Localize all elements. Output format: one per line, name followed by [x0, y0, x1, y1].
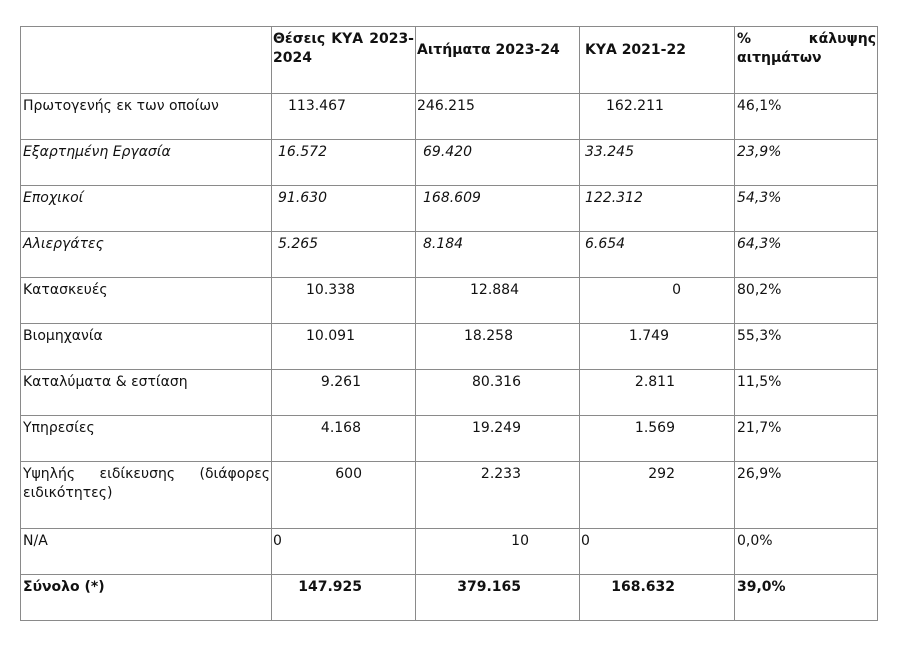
row-label: Εποχικοί — [21, 186, 272, 232]
row-applications: 80.316 — [416, 370, 580, 416]
row-positions: 0 — [272, 529, 416, 575]
table-row — [21, 529, 878, 575]
table-row — [21, 416, 878, 462]
row-positions: 16.572 — [272, 140, 416, 186]
row-coverage: 80,2% — [735, 278, 878, 324]
total-positions: 147.925 — [272, 575, 416, 621]
table-row — [21, 278, 878, 324]
row-positions: 5.265 — [272, 232, 416, 278]
row-applications: 168.609 — [416, 186, 580, 232]
row-positions: 9.261 — [272, 370, 416, 416]
header-applications: Αιτήματα 2023-24 — [416, 27, 580, 94]
row-positions: 113.467 — [272, 94, 416, 140]
total-kya-prev: 168.632 — [580, 575, 735, 621]
visa-positions-table — [20, 26, 878, 621]
table-header-row — [21, 27, 878, 94]
table-row — [21, 462, 878, 529]
row-positions: 10.091 — [272, 324, 416, 370]
row-coverage: 64,3% — [735, 232, 878, 278]
row-applications: 10 — [416, 529, 580, 575]
row-kya-prev: 33.245 — [580, 140, 735, 186]
row-label: N/A — [21, 529, 272, 575]
row-label: Υπηρεσίες — [21, 416, 272, 462]
row-kya-prev: 0 — [580, 278, 735, 324]
row-applications: 19.249 — [416, 416, 580, 462]
row-label: Υψηλής ειδίκευσης (διάφορες ειδικότητες) — [21, 462, 272, 529]
row-kya-prev: 122.312 — [580, 186, 735, 232]
table-total-row — [21, 575, 878, 621]
table-row — [21, 232, 878, 278]
row-kya-prev: 1.569 — [580, 416, 735, 462]
table-row — [21, 370, 878, 416]
row-kya-prev: 1.749 — [580, 324, 735, 370]
row-label: Βιομηχανία — [21, 324, 272, 370]
row-applications: 18.258 — [416, 324, 580, 370]
row-coverage: 54,3% — [735, 186, 878, 232]
row-applications: 2.233 — [416, 462, 580, 529]
row-applications: 12.884 — [416, 278, 580, 324]
row-kya-prev: 292 — [580, 462, 735, 529]
table-row — [21, 186, 878, 232]
row-label: Αλιεργάτες — [21, 232, 272, 278]
header-coverage: % κάλυψης αιτημάτων — [735, 27, 878, 94]
total-applications: 379.165 — [416, 575, 580, 621]
row-positions: 4.168 — [272, 416, 416, 462]
table-row — [21, 94, 878, 140]
row-coverage: 23,9% — [735, 140, 878, 186]
row-coverage: 55,3% — [735, 324, 878, 370]
row-applications: 246.215 — [416, 94, 580, 140]
row-coverage: 46,1% — [735, 94, 878, 140]
table-row — [21, 324, 878, 370]
header-positions: Θέσεις ΚΥΑ 2023-2024 — [272, 27, 416, 94]
row-coverage: 26,9% — [735, 462, 878, 529]
row-positions: 10.338 — [272, 278, 416, 324]
total-coverage: 39,0% — [735, 575, 878, 621]
row-label: Εξαρτημένη Εργασία — [21, 140, 272, 186]
row-coverage: 11,5% — [735, 370, 878, 416]
row-applications: 69.420 — [416, 140, 580, 186]
row-kya-prev: 162.211 — [580, 94, 735, 140]
header-kya-prev: ΚΥΑ 2021-22 — [580, 27, 735, 94]
row-positions: 91.630 — [272, 186, 416, 232]
header-empty-cell — [21, 27, 272, 94]
row-label: Πρωτογενής εκ των οποίων — [21, 94, 272, 140]
total-label: Σύνολο (*) — [21, 575, 272, 621]
row-kya-prev: 0 — [580, 529, 735, 575]
row-positions: 600 — [272, 462, 416, 529]
row-label: Κατασκευές — [21, 278, 272, 324]
row-coverage: 21,7% — [735, 416, 878, 462]
table-row — [21, 140, 878, 186]
row-applications: 8.184 — [416, 232, 580, 278]
row-kya-prev: 6.654 — [580, 232, 735, 278]
row-coverage: 0,0% — [735, 529, 878, 575]
row-label: Καταλύματα & εστίαση — [21, 370, 272, 416]
row-kya-prev: 2.811 — [580, 370, 735, 416]
